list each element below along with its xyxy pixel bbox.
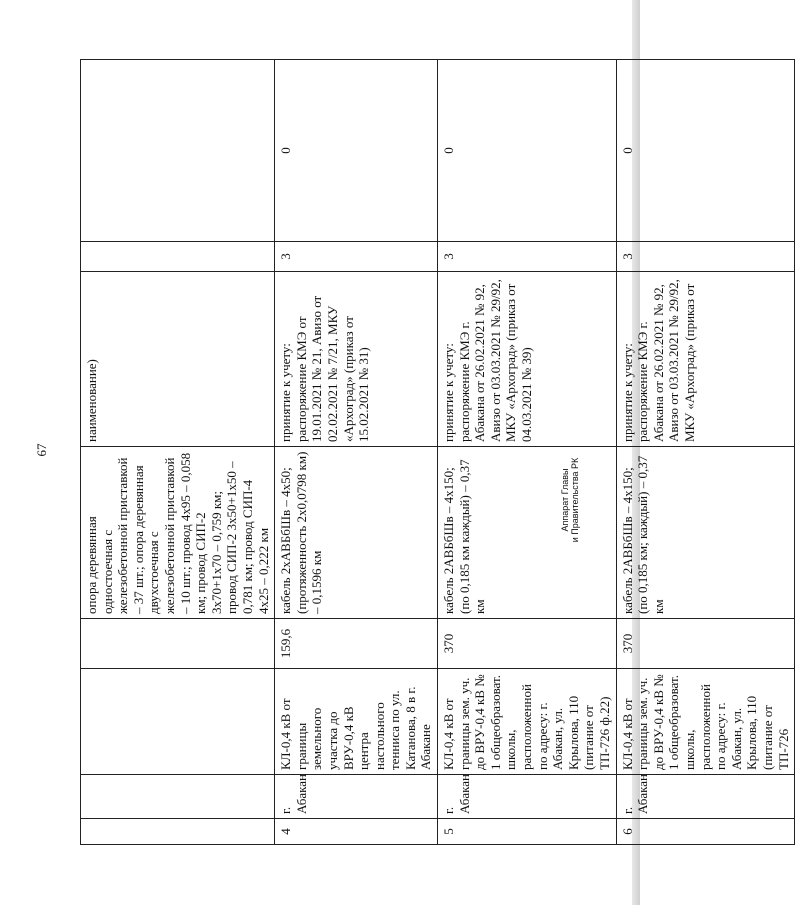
cell-num <box>81 819 275 845</box>
cell-location <box>81 775 275 819</box>
cell-materials: кабель 2хАВБбШв – 4х50; (протяженность 2х0,0798 км) – 0,1596 км <box>275 447 438 619</box>
cell-materials: кабель 2АВБбШв – 4х150; (по 0,185 км; каждый) – 0,37 км <box>616 447 795 619</box>
cell-basis: принятие к учету: распоряжение КМЭ г. Абакана от 26.02.2021 № 92, Авизо от 03.03.2021 № 29/92, МКУ «Архоград» (приказ от 04.03.2021 № 39) <box>438 272 617 447</box>
cell-location: г. Абакан <box>438 775 617 819</box>
office-stamp <box>560 410 581 590</box>
table-row <box>438 60 617 845</box>
stamp-line-2: и Правительства РК <box>570 457 581 543</box>
cell-group: 3 <box>616 242 795 272</box>
cell-group: 3 <box>275 242 438 272</box>
cell-length: 159,6 <box>275 619 438 669</box>
cell-location: г. Абакан <box>275 775 438 819</box>
cell-num: 5 <box>438 819 617 845</box>
cell-location: г. Абакан <box>616 775 795 819</box>
stamp-line-1: Аппарат Главы <box>560 468 570 532</box>
cell-extra: 0 <box>438 60 617 242</box>
cell-length: 370 <box>438 619 617 669</box>
page-number: 67 <box>34 443 49 457</box>
cell-extra <box>81 60 275 242</box>
cell-group: 3 <box>438 242 617 272</box>
cell-length: 370 <box>616 619 795 669</box>
table-row <box>275 60 438 845</box>
cell-name: КЛ-0,4 кВ от границы земельного участка до ВРУ-0,4 кВ центра настольного тенниса по ул. Катанова, 8 в г. Абакане <box>275 669 438 775</box>
cell-extra: 0 <box>275 60 438 242</box>
cell-name <box>81 669 275 775</box>
cell-extra: 0 <box>616 60 795 242</box>
cell-name: КЛ-0,4 кВ от границы зем. уч. до ВРУ-0,4 кВ № 1 общеобразоват. школы, расположенной по адресу: г. Абакан, ул. Крылова, 110 (питание от ТП-726 ф.22) <box>438 669 617 775</box>
asset-table <box>80 59 795 845</box>
table-row-continuation <box>81 60 275 845</box>
cell-name: КЛ-0,4 кВ от границы зем. уч. до ВРУ-0,4 кВ № 1 общеобразоват. школы, расположенной по адресу: г. Абакан, ул. Крылова, 110 (питание от ТП-726 <box>616 669 795 775</box>
cell-materials: опора деревянная одностоечная с железобетонной приставкой – 37 шт.; опора деревянная двухстоечная с железобетонной приставкой – 10 шт.; провод 4х95 – 0,058 км; провод СИП-2 3х70+1х70 – 0,759 км; провод СИП-2 3х50+1х50 – 0,781 км; провод СИП-4 4х25 – 0,222 км <box>81 447 275 619</box>
cell-group <box>81 242 275 272</box>
rotated-table-frame <box>80 60 791 845</box>
cell-materials: кабель 2АВБбШв – 4х150; (по 0,185 км каждый) – 0,37 км <box>438 447 617 619</box>
cell-length <box>81 619 275 669</box>
table-row <box>616 60 795 845</box>
cell-basis: принятие к учету: распоряжение КМЭ г. Абакана от 26.02.2021 № 92, Авизо от 03.03.2021 № 29/92, МКУ «Архоград» (приказ от <box>616 272 795 447</box>
cell-basis: принятие к учету: распоряжение КМЭ от 19.01.2021 № 21, Авизо от 02.02.2021 № 7/21, МКУ «Архоград» (приказ от 15.02.2021 № 31) <box>275 272 438 447</box>
cell-num: 4 <box>275 819 438 845</box>
cell-num: 6 <box>616 819 795 845</box>
cell-basis: наименование) <box>81 272 275 447</box>
